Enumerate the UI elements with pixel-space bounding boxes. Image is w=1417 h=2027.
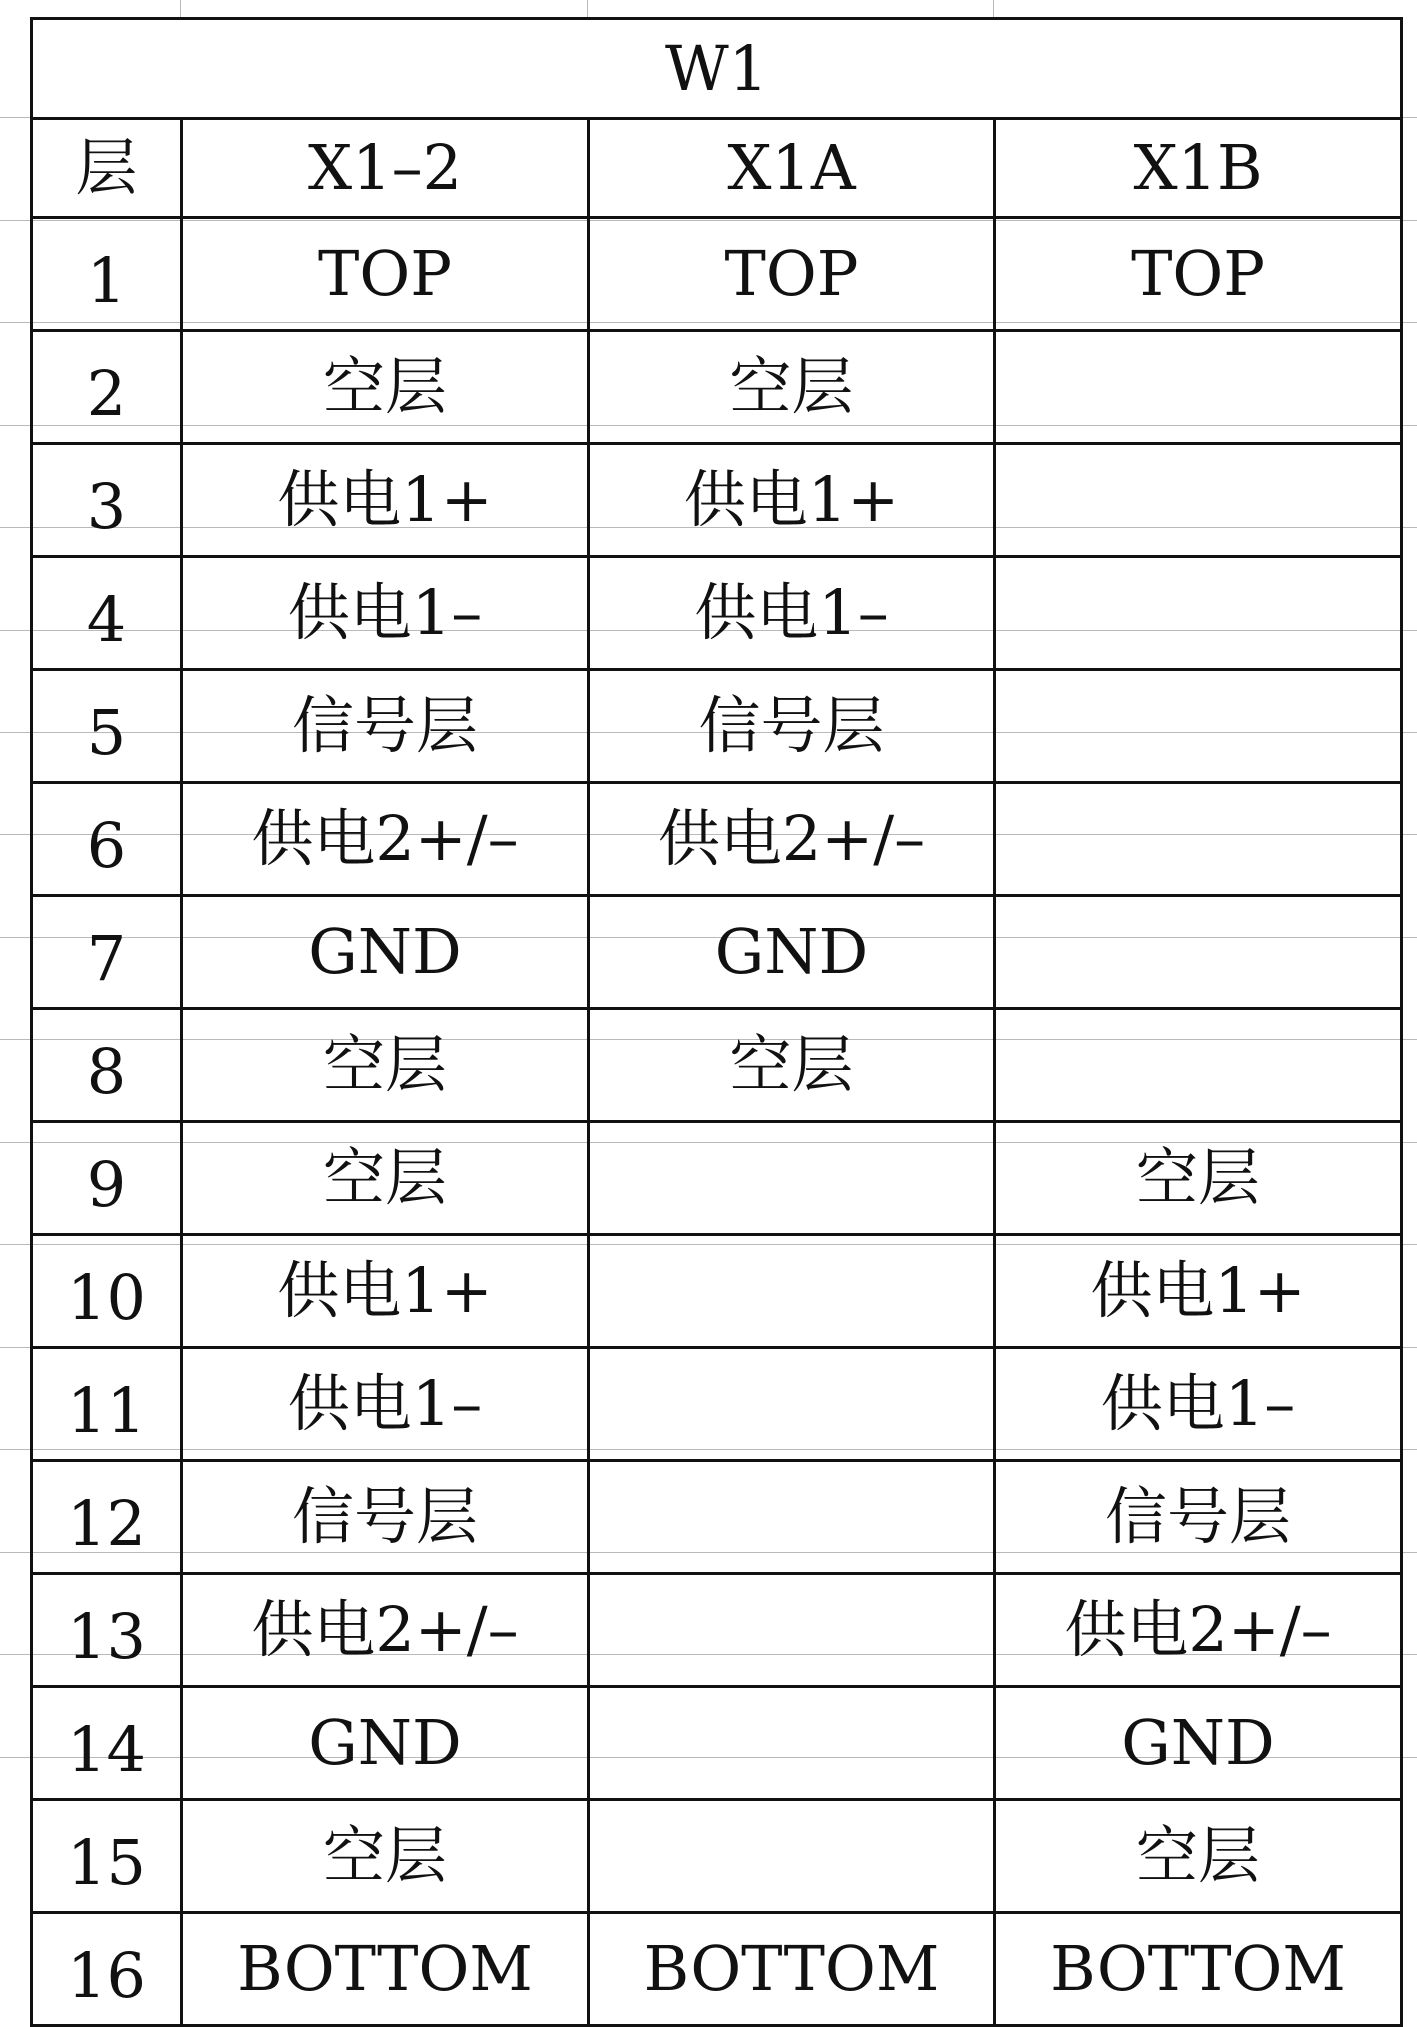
x1a-cell <box>589 1122 995 1235</box>
x1-2-cell: 供电1– <box>182 1348 589 1461</box>
table-row <box>32 896 1402 1009</box>
layer-number: 8 <box>32 1009 182 1122</box>
layer-number: 15 <box>32 1800 182 1913</box>
x1a-cell <box>589 1687 995 1800</box>
table-row <box>32 331 1402 444</box>
x1b-cell <box>995 1009 1402 1122</box>
x1a-cell <box>589 1461 995 1574</box>
x1-2-cell: 供电2+/– <box>182 1574 589 1687</box>
x1a-cell: 供电1– <box>589 557 995 670</box>
x1-2-cell: 信号层 <box>182 670 589 783</box>
layer-number: 16 <box>32 1913 182 2026</box>
x1b-cell: 供电1– <box>995 1348 1402 1461</box>
x1a-cell: 供电2+/– <box>589 783 995 896</box>
x1b-cell: TOP <box>995 218 1402 331</box>
x1a-cell: 空层 <box>589 1009 995 1122</box>
x1-2-cell: 供电1+ <box>182 444 589 557</box>
x1b-cell <box>995 670 1402 783</box>
x1b-cell <box>995 783 1402 896</box>
x1b-cell: 信号层 <box>995 1461 1402 1574</box>
layer-number: 3 <box>32 444 182 557</box>
x1a-cell <box>589 1348 995 1461</box>
x1b-cell <box>995 557 1402 670</box>
table-row <box>32 1687 1402 1800</box>
x1b-cell <box>995 331 1402 444</box>
gridline <box>993 0 994 17</box>
layer-number: 13 <box>32 1574 182 1687</box>
layer-number: 9 <box>32 1122 182 1235</box>
layer-number: 12 <box>32 1461 182 1574</box>
header-x1-2: X1–2 <box>182 119 589 218</box>
table-row <box>32 218 1402 331</box>
table-row <box>32 783 1402 896</box>
table-row <box>32 1574 1402 1687</box>
x1b-cell: 空层 <box>995 1122 1402 1235</box>
header-layer: 层 <box>32 119 182 218</box>
x1a-cell: GND <box>589 896 995 1009</box>
title-row <box>32 19 1402 119</box>
gridline <box>180 0 181 17</box>
header-x1a: X1A <box>589 119 995 218</box>
layer-number: 7 <box>32 896 182 1009</box>
x1a-cell <box>589 1800 995 1913</box>
x1a-cell: 空层 <box>589 331 995 444</box>
table-row <box>32 1913 1402 2026</box>
x1a-cell: 供电1+ <box>589 444 995 557</box>
x1a-cell: TOP <box>589 218 995 331</box>
table-row <box>32 1461 1402 1574</box>
table-row <box>32 1235 1402 1348</box>
x1-2-cell: GND <box>182 1687 589 1800</box>
layer-number: 10 <box>32 1235 182 1348</box>
pcb-stackup-table <box>30 17 1403 2027</box>
table-title: W1 <box>32 19 1402 119</box>
layer-number: 4 <box>32 557 182 670</box>
header-row <box>32 119 1402 218</box>
header-x1b: X1B <box>995 119 1402 218</box>
x1-2-cell: BOTTOM <box>182 1913 589 2026</box>
x1-2-cell: 供电1+ <box>182 1235 589 1348</box>
x1b-cell: GND <box>995 1687 1402 1800</box>
x1b-cell: 空层 <box>995 1800 1402 1913</box>
table-row <box>32 444 1402 557</box>
layer-number: 1 <box>32 218 182 331</box>
layer-number: 14 <box>32 1687 182 1800</box>
pcb-stackup-table-container <box>30 17 1400 2012</box>
layer-number: 6 <box>32 783 182 896</box>
x1-2-cell: 空层 <box>182 1009 589 1122</box>
x1-2-cell: 空层 <box>182 331 589 444</box>
x1b-cell: 供电2+/– <box>995 1574 1402 1687</box>
layer-number: 11 <box>32 1348 182 1461</box>
x1a-cell <box>589 1574 995 1687</box>
x1-2-cell: GND <box>182 896 589 1009</box>
x1-2-cell: 空层 <box>182 1122 589 1235</box>
table-row <box>32 670 1402 783</box>
table-row <box>32 1122 1402 1235</box>
table-row <box>32 1800 1402 1913</box>
x1a-cell: 信号层 <box>589 670 995 783</box>
x1b-cell: BOTTOM <box>995 1913 1402 2026</box>
x1a-cell <box>589 1235 995 1348</box>
x1b-cell <box>995 896 1402 1009</box>
table-row <box>32 1348 1402 1461</box>
x1a-cell: BOTTOM <box>589 1913 995 2026</box>
layer-number: 5 <box>32 670 182 783</box>
x1-2-cell: 供电1– <box>182 557 589 670</box>
x1b-cell <box>995 444 1402 557</box>
x1b-cell: 供电1+ <box>995 1235 1402 1348</box>
x1-2-cell: 供电2+/– <box>182 783 589 896</box>
table-row <box>32 1009 1402 1122</box>
layer-number: 2 <box>32 331 182 444</box>
x1-2-cell: 信号层 <box>182 1461 589 1574</box>
table-row <box>32 557 1402 670</box>
x1-2-cell: 空层 <box>182 1800 589 1913</box>
x1-2-cell: TOP <box>182 218 589 331</box>
gridline <box>587 0 588 17</box>
